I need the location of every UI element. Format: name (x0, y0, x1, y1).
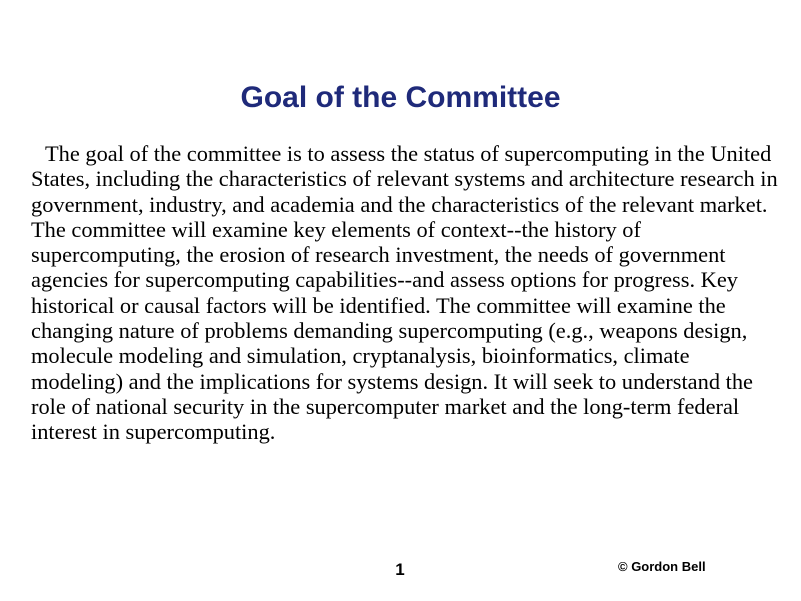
page-number: 1 (395, 560, 405, 579)
copyright-notice: © Gordon Bell (618, 559, 706, 574)
slide-title: Goal of the Committee (240, 81, 561, 114)
slide-body-text: The goal of the committee is to assess the status of supercomputing in the United States, including the characteristics of relevant systems and architecture research in government, industry, and academia and the characteristics of the relevant market. The committee will examine key elements of context--the history of supercomputing, the erosion of research investment, the needs of government agencies for supercomputing capabilities--and assess options for progress. Key historical or causal factors will be identified. The committee will examine the changing nature of problems demanding supercomputing (e.g., weapons design, molecule modeling and simulation, cryptanalysis, bioinformatics, climate modeling) and the implications for systems design. It will seek to understand the role of national security in the supercomputer market and the long-term federal interest in supercomputing. (31, 141, 778, 445)
